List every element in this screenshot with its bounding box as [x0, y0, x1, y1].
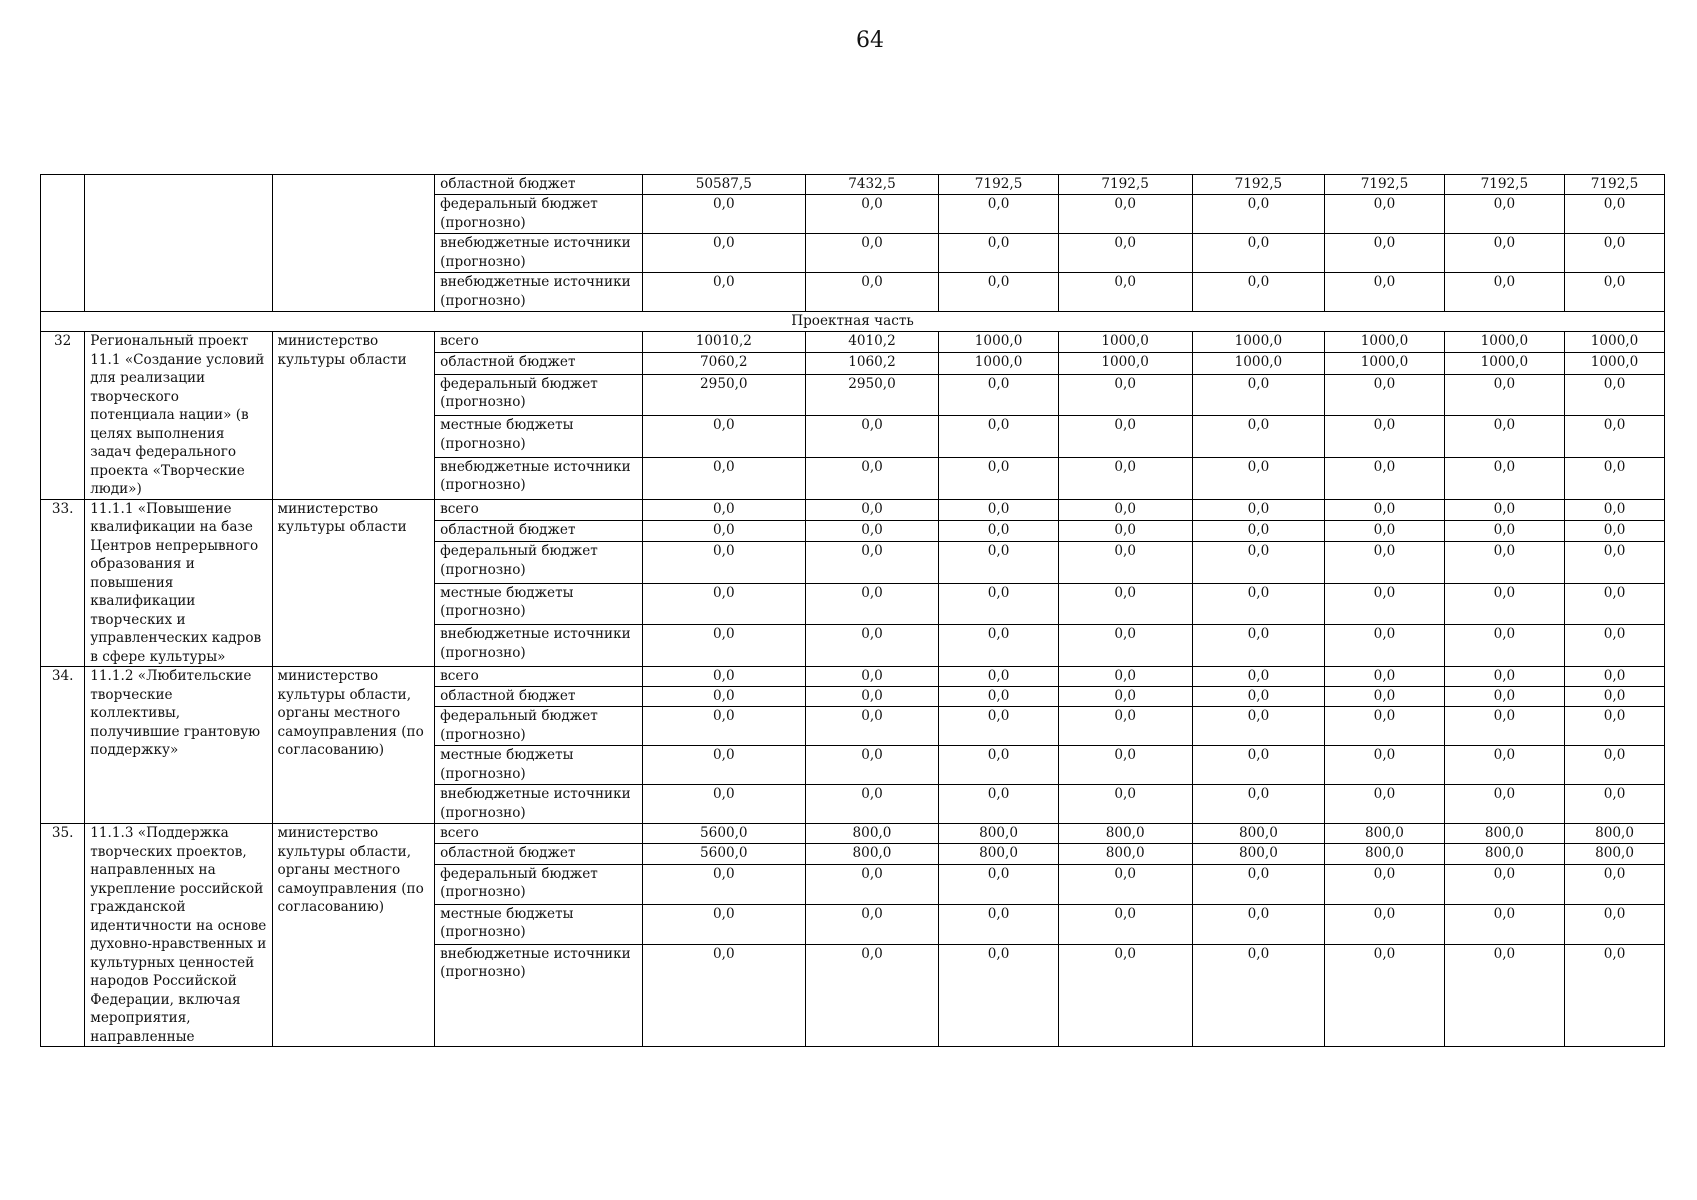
funding-source-cell: местные бюджеты (прогнозно) [435, 746, 643, 785]
row-number-cell [41, 175, 85, 312]
value-cell: 800,0 [1058, 844, 1192, 864]
executor: министерство культуры области [272, 499, 435, 667]
value-cell: 0,0 [1192, 416, 1325, 458]
value-cell: 7060,2 [643, 353, 806, 374]
table-row [41, 667, 1665, 687]
funding-source-cell: всего [435, 332, 643, 353]
value-cell: 0,0 [1565, 520, 1665, 541]
value-cell: 0,0 [1565, 667, 1665, 687]
value-cell: 7192,5 [1058, 175, 1192, 195]
value-cell: 0,0 [1565, 944, 1665, 1046]
funding-source-cell: всего [435, 667, 643, 687]
value-cell: 0,0 [1192, 273, 1325, 312]
value-cell: 0,0 [1444, 583, 1564, 625]
value-cell: 0,0 [1058, 499, 1192, 520]
funding-source-cell: внебюджетные источники (прогнозно) [435, 625, 643, 667]
value-cell: 0,0 [939, 499, 1058, 520]
value-cell: 1000,0 [1192, 353, 1325, 374]
value-cell: 0,0 [1058, 785, 1192, 824]
value-cell: 0,0 [1444, 707, 1564, 746]
value-cell: 0,0 [1565, 542, 1665, 584]
value-cell: 7192,5 [1192, 175, 1325, 195]
value-cell: 0,0 [1058, 667, 1192, 687]
value-cell: 0,0 [1192, 687, 1325, 707]
value-cell: 0,0 [1444, 785, 1564, 824]
value-cell: 0,0 [939, 746, 1058, 785]
value-cell: 0,0 [939, 687, 1058, 707]
funding-source-cell: внебюджетные источники (прогнозно) [435, 457, 643, 499]
funding-source-cell: внебюджетные источники (прогнозно) [435, 234, 643, 273]
value-cell: 0,0 [1444, 944, 1564, 1046]
value-cell: 10010,2 [643, 332, 806, 353]
value-cell: 0,0 [1058, 746, 1192, 785]
value-cell: 0,0 [1192, 667, 1325, 687]
value-cell: 0,0 [1058, 864, 1192, 904]
value-cell: 0,0 [1444, 520, 1564, 541]
value-cell: 0,0 [1325, 195, 1444, 234]
value-cell: 0,0 [643, 904, 806, 944]
value-cell: 0,0 [939, 374, 1058, 416]
value-cell: 800,0 [939, 824, 1058, 844]
value-cell: 800,0 [939, 844, 1058, 864]
value-cell: 1000,0 [939, 353, 1058, 374]
value-cell: 1000,0 [1192, 332, 1325, 353]
value-cell: 0,0 [1058, 195, 1192, 234]
value-cell: 0,0 [1565, 273, 1665, 312]
row-number: 32 [41, 332, 85, 500]
value-cell: 0,0 [1192, 864, 1325, 904]
value-cell: 0,0 [805, 785, 939, 824]
value-cell: 0,0 [1192, 583, 1325, 625]
value-cell: 0,0 [1325, 542, 1444, 584]
value-cell: 0,0 [1058, 542, 1192, 584]
value-cell: 0,0 [1565, 234, 1665, 273]
value-cell: 800,0 [1325, 844, 1444, 864]
row-number: 34. [41, 667, 85, 824]
value-cell: 7192,5 [939, 175, 1058, 195]
value-cell: 0,0 [1325, 374, 1444, 416]
value-cell: 1000,0 [1325, 332, 1444, 353]
value-cell: 50587,5 [643, 175, 806, 195]
value-cell: 0,0 [939, 416, 1058, 458]
executor: министерство культуры области, органы местного самоуправления (по согласованию) [272, 824, 435, 1047]
value-cell: 0,0 [1058, 273, 1192, 312]
row-number: 35. [41, 824, 85, 1047]
value-cell: 0,0 [643, 864, 806, 904]
value-cell: 0,0 [805, 273, 939, 312]
value-cell: 0,0 [805, 499, 939, 520]
value-cell: 0,0 [1325, 234, 1444, 273]
value-cell: 0,0 [1192, 542, 1325, 584]
funding-source-cell: федеральный бюджет (прогнозно) [435, 707, 643, 746]
value-cell: 0,0 [1058, 416, 1192, 458]
value-cell: 0,0 [1325, 746, 1444, 785]
value-cell: 0,0 [805, 416, 939, 458]
value-cell: 0,0 [1565, 499, 1665, 520]
value-cell: 0,0 [1058, 234, 1192, 273]
value-cell: 800,0 [1444, 844, 1564, 864]
funding-source-cell: федеральный бюджет (прогнозно) [435, 864, 643, 904]
value-cell: 0,0 [939, 457, 1058, 499]
funding-source-cell: областной бюджет [435, 520, 643, 541]
value-cell: 0,0 [1444, 457, 1564, 499]
value-cell: 0,0 [643, 457, 806, 499]
value-cell: 0,0 [1444, 416, 1564, 458]
value-cell: 0,0 [643, 542, 806, 584]
value-cell: 0,0 [1565, 687, 1665, 707]
value-cell: 0,0 [1192, 520, 1325, 541]
value-cell: 7432,5 [805, 175, 939, 195]
funding-source-cell: местные бюджеты (прогнозно) [435, 416, 643, 458]
value-cell: 0,0 [1192, 707, 1325, 746]
value-cell: 0,0 [939, 864, 1058, 904]
funding-source-cell: областной бюджет [435, 175, 643, 195]
value-cell: 0,0 [1325, 944, 1444, 1046]
section-row [41, 312, 1665, 332]
value-cell: 0,0 [1444, 374, 1564, 416]
budget-table [40, 174, 1665, 1047]
value-cell: 0,0 [1058, 687, 1192, 707]
activity-name: 11.1.3 «Поддержка творческих проектов, направленных на укрепление российской гражданской идентичности на основе духовно-нравственных и культурных ценностей народов Российской Федерации, включая мероприятия, направленные [85, 824, 272, 1047]
value-cell: 0,0 [1565, 457, 1665, 499]
value-cell: 1000,0 [939, 332, 1058, 353]
value-cell: 0,0 [1444, 625, 1564, 667]
value-cell: 0,0 [1325, 785, 1444, 824]
value-cell: 0,0 [1444, 864, 1564, 904]
value-cell: 0,0 [643, 583, 806, 625]
value-cell: 0,0 [1565, 746, 1665, 785]
value-cell: 0,0 [1565, 583, 1665, 625]
value-cell: 1000,0 [1058, 332, 1192, 353]
activity-name: 11.1.1 «Повышение квалификации на базе Центров непрерывного образования и повышения квалификации творческих и управленческих кадров в сфере культуры» [85, 499, 272, 667]
value-cell: 0,0 [939, 542, 1058, 584]
value-cell: 800,0 [1565, 844, 1665, 864]
value-cell: 5600,0 [643, 844, 806, 864]
value-cell: 0,0 [1058, 904, 1192, 944]
value-cell: 7192,5 [1325, 175, 1444, 195]
value-cell: 0,0 [805, 625, 939, 667]
value-cell: 0,0 [1192, 195, 1325, 234]
executor: министерство культуры области, органы местного самоуправления (по согласованию) [272, 667, 435, 824]
value-cell: 0,0 [1058, 583, 1192, 625]
value-cell: 0,0 [1058, 374, 1192, 416]
value-cell: 0,0 [1325, 687, 1444, 707]
value-cell: 800,0 [1444, 824, 1564, 844]
funding-source-cell: федеральный бюджет (прогнозно) [435, 542, 643, 584]
table-row [41, 332, 1665, 353]
value-cell: 0,0 [1444, 904, 1564, 944]
value-cell: 0,0 [1192, 457, 1325, 499]
funding-source-cell: федеральный бюджет (прогнозно) [435, 374, 643, 416]
funding-source-cell: внебюджетные источники (прогнозно) [435, 785, 643, 824]
value-cell: 2950,0 [643, 374, 806, 416]
table-body [41, 175, 1665, 1047]
value-cell: 0,0 [1192, 234, 1325, 273]
value-cell: 0,0 [805, 904, 939, 944]
funding-source-cell: местные бюджеты (прогнозно) [435, 583, 643, 625]
value-cell: 0,0 [805, 746, 939, 785]
value-cell: 0,0 [939, 195, 1058, 234]
value-cell: 0,0 [1444, 499, 1564, 520]
value-cell: 0,0 [805, 457, 939, 499]
value-cell: 0,0 [939, 707, 1058, 746]
value-cell: 800,0 [805, 824, 939, 844]
funding-source-cell: внебюджетные источники (прогнозно) [435, 273, 643, 312]
value-cell: 0,0 [805, 542, 939, 584]
value-cell: 0,0 [1325, 457, 1444, 499]
value-cell: 0,0 [805, 687, 939, 707]
value-cell: 0,0 [939, 520, 1058, 541]
value-cell: 0,0 [805, 195, 939, 234]
value-cell: 0,0 [1058, 625, 1192, 667]
value-cell: 0,0 [1565, 785, 1665, 824]
executor-cell [272, 175, 435, 312]
value-cell: 0,0 [1192, 785, 1325, 824]
value-cell: 0,0 [939, 234, 1058, 273]
value-cell: 7192,5 [1444, 175, 1564, 195]
value-cell: 0,0 [643, 520, 806, 541]
value-cell: 1000,0 [1565, 353, 1665, 374]
value-cell: 800,0 [1325, 824, 1444, 844]
value-cell: 0,0 [805, 234, 939, 273]
value-cell: 1000,0 [1058, 353, 1192, 374]
value-cell: 0,0 [939, 785, 1058, 824]
page-number: 64 [856, 28, 884, 53]
value-cell: 0,0 [1444, 687, 1564, 707]
value-cell: 0,0 [643, 416, 806, 458]
value-cell: 1060,2 [805, 353, 939, 374]
value-cell: 0,0 [643, 667, 806, 687]
value-cell: 0,0 [1325, 904, 1444, 944]
activity-name: Региональный проект 11.1 «Создание условий для реализации творческого потенциала нации» (в целях выполнения задач федерального проекта «Творческие люди») [85, 332, 272, 500]
value-cell: 0,0 [939, 667, 1058, 687]
value-cell: 0,0 [805, 707, 939, 746]
value-cell: 0,0 [1058, 457, 1192, 499]
value-cell: 0,0 [1325, 707, 1444, 746]
value-cell: 0,0 [1192, 944, 1325, 1046]
value-cell: 7192,5 [1565, 175, 1665, 195]
value-cell: 0,0 [643, 707, 806, 746]
section-title: Проектная часть [41, 312, 1665, 332]
value-cell: 0,0 [643, 944, 806, 1046]
value-cell: 0,0 [1058, 944, 1192, 1046]
funding-source-cell: областной бюджет [435, 353, 643, 374]
value-cell: 0,0 [1058, 520, 1192, 541]
value-cell: 0,0 [1325, 520, 1444, 541]
value-cell: 0,0 [1192, 374, 1325, 416]
value-cell: 4010,2 [805, 332, 939, 353]
value-cell: 0,0 [1325, 499, 1444, 520]
value-cell: 0,0 [1325, 583, 1444, 625]
value-cell: 0,0 [1565, 374, 1665, 416]
value-cell: 800,0 [805, 844, 939, 864]
value-cell: 0,0 [1444, 667, 1564, 687]
value-cell: 0,0 [1565, 625, 1665, 667]
value-cell: 0,0 [805, 583, 939, 625]
value-cell: 0,0 [1565, 864, 1665, 904]
value-cell: 2950,0 [805, 374, 939, 416]
value-cell: 0,0 [805, 520, 939, 541]
value-cell: 0,0 [643, 234, 806, 273]
value-cell: 0,0 [1192, 499, 1325, 520]
funding-source-cell: внебюджетные источники (прогнозно) [435, 944, 643, 1046]
value-cell: 0,0 [1058, 707, 1192, 746]
value-cell: 0,0 [939, 904, 1058, 944]
value-cell: 1000,0 [1325, 353, 1444, 374]
value-cell: 0,0 [1444, 273, 1564, 312]
value-cell: 0,0 [1192, 904, 1325, 944]
value-cell: 0,0 [939, 625, 1058, 667]
value-cell: 0,0 [1325, 416, 1444, 458]
value-cell: 0,0 [1325, 273, 1444, 312]
activity-name: 11.1.2 «Любительские творческие коллективы, получившие грантовую поддержку» [85, 667, 272, 824]
row-number: 33. [41, 499, 85, 667]
value-cell: 1000,0 [1565, 332, 1665, 353]
funding-source-cell: федеральный бюджет (прогнозно) [435, 195, 643, 234]
value-cell: 0,0 [1565, 707, 1665, 746]
value-cell: 0,0 [643, 273, 806, 312]
value-cell: 0,0 [1325, 667, 1444, 687]
value-cell: 0,0 [1444, 234, 1564, 273]
funding-source-cell: местные бюджеты (прогнозно) [435, 904, 643, 944]
value-cell: 0,0 [939, 944, 1058, 1046]
funding-source-cell: областной бюджет [435, 844, 643, 864]
value-cell: 800,0 [1192, 824, 1325, 844]
table-row [41, 499, 1665, 520]
value-cell: 0,0 [805, 864, 939, 904]
value-cell: 0,0 [643, 195, 806, 234]
value-cell: 800,0 [1058, 824, 1192, 844]
value-cell: 0,0 [1444, 195, 1564, 234]
value-cell: 800,0 [1192, 844, 1325, 864]
funding-source-cell: всего [435, 824, 643, 844]
funding-source-cell: областной бюджет [435, 687, 643, 707]
table-row [41, 824, 1665, 844]
value-cell: 0,0 [1325, 625, 1444, 667]
activity-name-cell [85, 175, 272, 312]
value-cell: 0,0 [643, 687, 806, 707]
value-cell: 0,0 [805, 944, 939, 1046]
value-cell: 1000,0 [1444, 353, 1564, 374]
value-cell: 0,0 [805, 667, 939, 687]
value-cell: 0,0 [1565, 195, 1665, 234]
value-cell: 0,0 [1192, 625, 1325, 667]
value-cell: 0,0 [643, 746, 806, 785]
executor: министерство культуры области [272, 332, 435, 500]
value-cell: 0,0 [1565, 904, 1665, 944]
value-cell: 0,0 [643, 499, 806, 520]
value-cell: 0,0 [1325, 864, 1444, 904]
value-cell: 0,0 [1565, 416, 1665, 458]
value-cell: 0,0 [939, 583, 1058, 625]
value-cell: 0,0 [643, 625, 806, 667]
value-cell: 800,0 [1565, 824, 1665, 844]
value-cell: 0,0 [939, 273, 1058, 312]
value-cell: 0,0 [1192, 746, 1325, 785]
value-cell: 0,0 [1444, 746, 1564, 785]
table-row [41, 175, 1665, 195]
value-cell: 0,0 [1444, 542, 1564, 584]
value-cell: 0,0 [643, 785, 806, 824]
value-cell: 5600,0 [643, 824, 806, 844]
value-cell: 1000,0 [1444, 332, 1564, 353]
funding-source-cell: всего [435, 499, 643, 520]
